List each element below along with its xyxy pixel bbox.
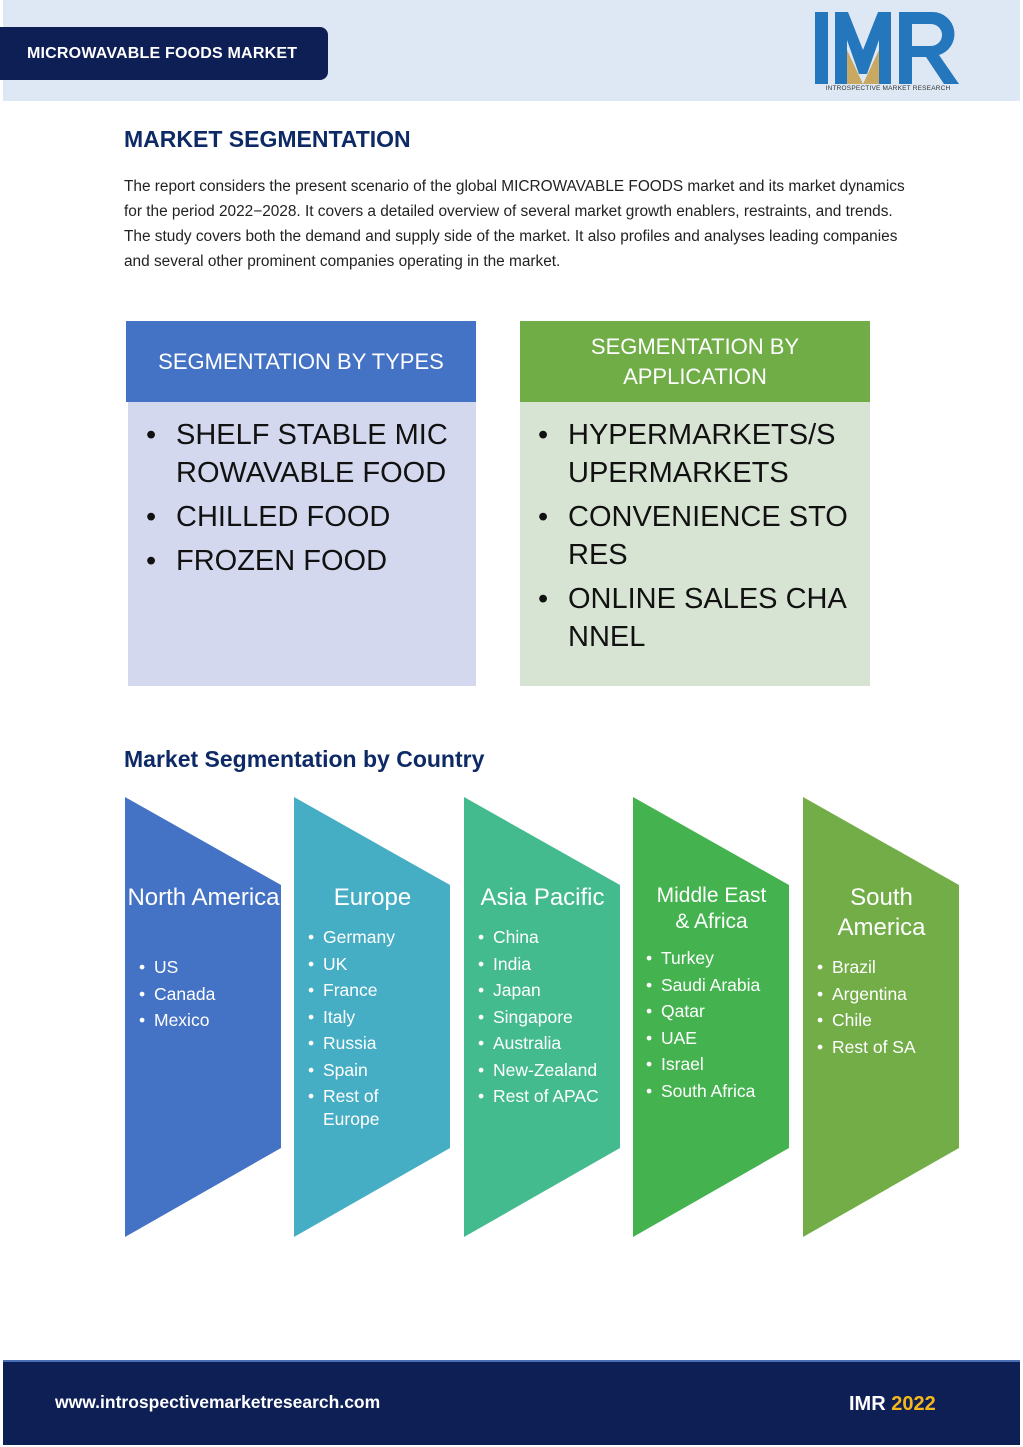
footer	[3, 1360, 1020, 1445]
country-item: • Rest of APAC	[478, 1083, 599, 1110]
segmentation-types-body	[128, 402, 476, 686]
region-chevron-north-america	[125, 797, 282, 1238]
country-list	[478, 924, 599, 1110]
country-item: • UAE	[646, 1025, 760, 1052]
country-item: • China	[478, 924, 599, 951]
region-chevron-europe	[294, 797, 451, 1238]
section-title: MARKET SEGMENTATION	[124, 126, 411, 152]
logo-tagline: INTROSPECTIVE MARKET RESEARCH	[825, 85, 951, 92]
country-item: • Spain	[308, 1057, 395, 1084]
country-item: • New-Zealand	[478, 1057, 599, 1084]
region-name: Middle East & Africa	[656, 884, 767, 933]
intro-paragraph: The report considers the present scenario of the global MICROWAVABLE FOODS market and its market dynamics for the period 2022−2028. It covers a detailed overview of several market growth enablers, restraints, and trends. The study covers both the demand and supply side of the market. It also profiles and analyses leading companies and several other prominent companies operating in the market.	[124, 178, 905, 270]
website-link[interactable]: www.introspectivemarketresearch.com	[55, 1392, 381, 1412]
type-item: • FROZEN FOOD	[146, 542, 460, 580]
country-item: • India	[478, 951, 599, 978]
segmentation-types-heading: SEGMENTATION BY TYPES	[126, 321, 476, 402]
country-item: • Saudi Arabia	[646, 972, 760, 999]
segmentation-application-heading: SEGMENTATION BY APPLICATION	[520, 321, 870, 402]
country-section-title: Market Segmentation by Country	[124, 746, 485, 772]
region-name: Europe	[333, 884, 412, 911]
country-item: • Turkey	[646, 945, 760, 972]
region-chevron-asia-pacific	[464, 797, 621, 1238]
segmentation-application-card	[520, 321, 870, 686]
country-list	[308, 924, 395, 1131]
footer-brand-name: IMR	[849, 1393, 886, 1415]
country-list	[646, 945, 760, 1104]
country-item: • Rest of Europe	[308, 1085, 388, 1131]
country-item: • Israel	[646, 1051, 760, 1078]
country-item: • Australia	[478, 1030, 599, 1057]
type-item: • CHILLED FOOD	[146, 498, 460, 536]
segmentation-application-body	[520, 402, 870, 686]
footer-brand	[849, 1393, 936, 1416]
country-item: • Rest of SA	[817, 1034, 916, 1061]
country-item: • Germany	[308, 924, 395, 951]
application-item: • HYPERMARKETS/SUPERMARKETS	[538, 416, 854, 492]
country-item: • Mexico	[139, 1007, 215, 1034]
country-item: • Brazil	[817, 954, 916, 981]
country-item: • UK	[308, 951, 395, 978]
application-item: • ONLINE SALES CHANNEL	[538, 580, 854, 656]
region-chevron-south-america	[803, 797, 960, 1238]
country-item: • South Africa	[646, 1078, 760, 1105]
country-item: • Singapore	[478, 1004, 599, 1031]
country-item: • Chile	[817, 1007, 916, 1034]
report-title-banner	[0, 27, 328, 80]
application-item: • CONVENIENCE STORES	[538, 498, 854, 574]
region-chevron-middle-east-africa	[633, 797, 790, 1238]
country-item: • Italy	[308, 1004, 395, 1031]
imr-logo	[813, 10, 963, 95]
country-item: • France	[308, 977, 395, 1004]
country-item: • US	[139, 954, 215, 981]
country-item: • Russia	[308, 1030, 395, 1057]
country-item: • Argentina	[817, 981, 916, 1008]
country-item: • Japan	[478, 977, 599, 1004]
report-title: MICROWAVABLE FOODS MARKET	[27, 44, 298, 62]
type-item: • SHELF STABLE MICROWAVABLE FOOD	[146, 416, 460, 492]
country-item: • Canada	[139, 981, 215, 1008]
country-list	[139, 954, 215, 1034]
region-name: Asia Pacific	[480, 884, 605, 911]
region-name: South America	[837, 884, 926, 941]
segmentation-types-card	[126, 321, 476, 686]
footer-year: 2022	[891, 1393, 936, 1415]
country-list	[817, 954, 916, 1060]
country-item: • Qatar	[646, 998, 760, 1025]
region-name: North America	[127, 884, 280, 911]
